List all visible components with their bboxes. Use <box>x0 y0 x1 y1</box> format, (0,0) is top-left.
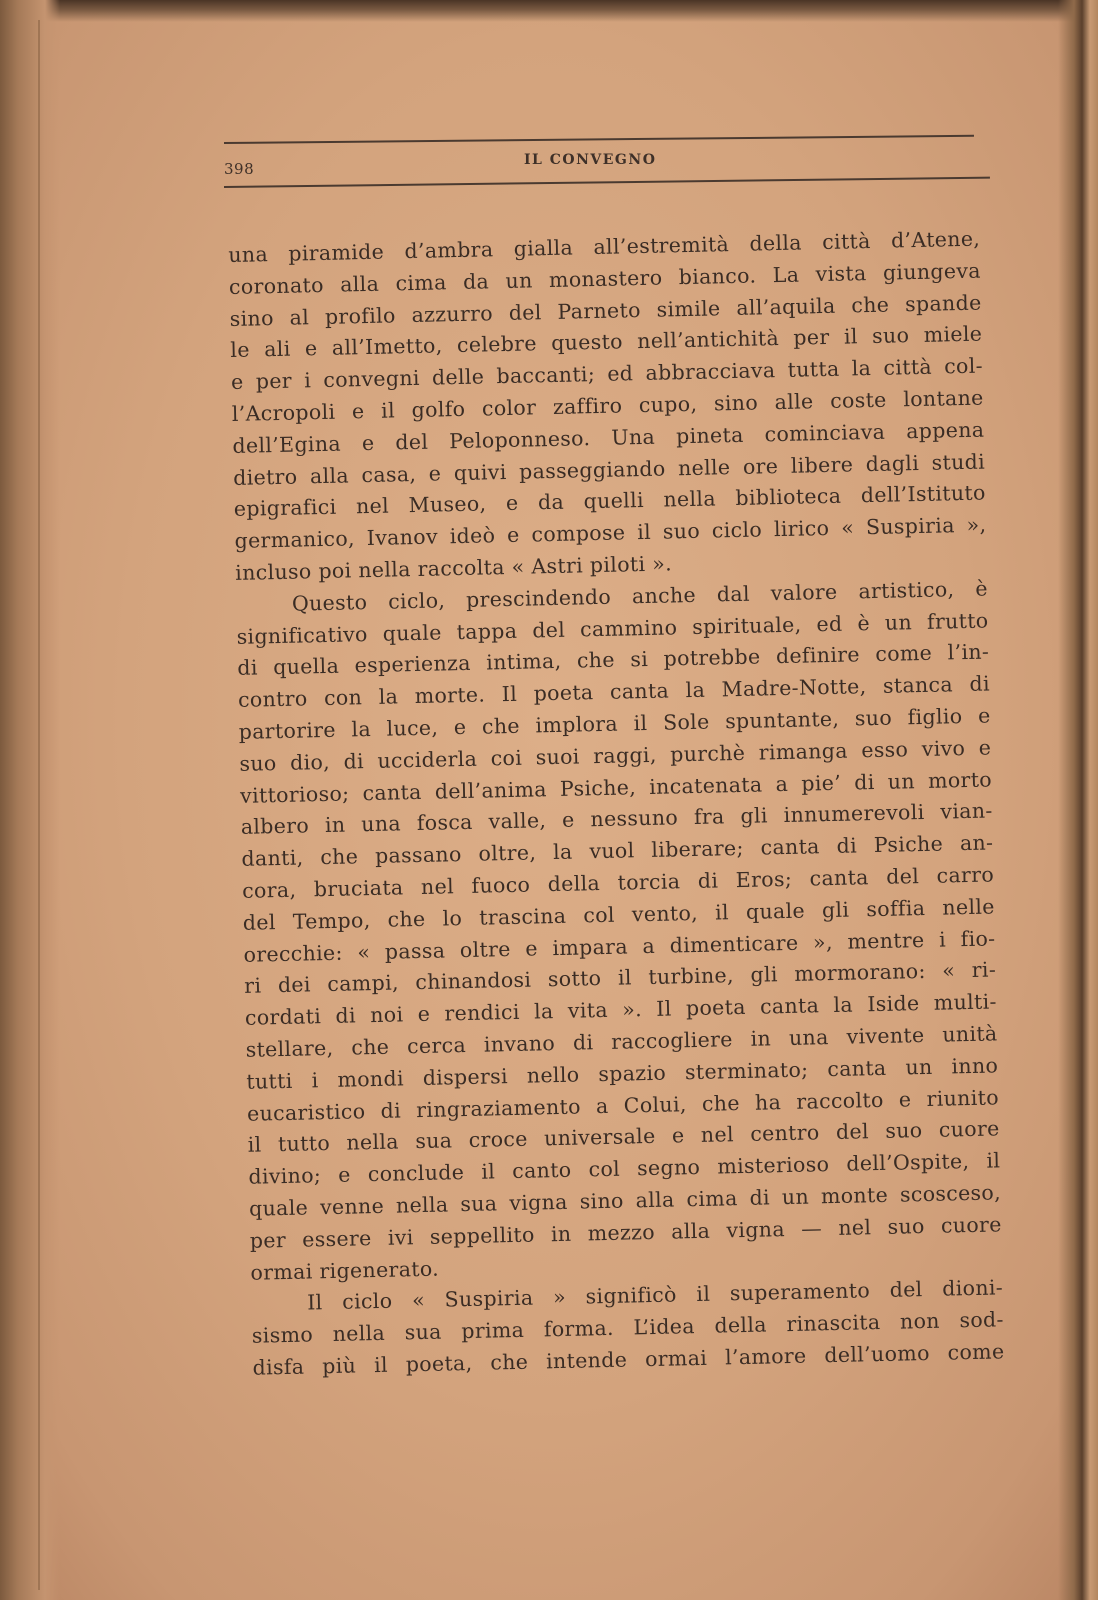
page-number: 398 <box>224 160 255 178</box>
paragraph-first-line: Questo ciclo, prescindendo anche dal valore artistico, è <box>291 576 989 616</box>
text-line: contro con la morte. Il poeta canta la Madre-Notte, stanca di <box>237 671 991 713</box>
text-line: quale venne nella sua vigna sino alla cima di un monte scosceso, <box>248 1180 1002 1221</box>
running-head: IL CONVEGNO <box>524 152 657 168</box>
text-line: divino; e conclude il canto col segno misterioso dell’Ospite, il <box>248 1148 1001 1189</box>
text-line: dietro alla casa, e quivi passeggiando nelle ore libere dagli studi <box>232 449 986 490</box>
text-line: albero in una fosca valle, e nessuno fra gli innumerevoli vian- <box>240 798 993 840</box>
header-rule-top <box>224 135 974 144</box>
header-rule-bottom <box>224 177 990 188</box>
text-line: germanico, Ivanov ideò e compose il suo ciclo lirico « Suspiria », <box>234 512 987 554</box>
text-line: coronato alla cima da un monastero bianco. La vista giungeva <box>228 258 982 299</box>
text-line: epigrafici nel Museo, e da quelli nella biblioteca dell’Istituto <box>233 480 986 522</box>
text-line: disfa più il poeta, che intende ormai l’amore dell’uomo come <box>252 1339 1005 1380</box>
gutter-crease <box>38 20 40 1590</box>
binding-gutter <box>0 0 60 1600</box>
text-line: per essere ivi seppellito in mezzo alla vigna — nel suo cuore <box>249 1212 1002 1253</box>
text-line: orecchie: « passa oltre e impara a dimenticare », mentre i fio- <box>243 925 996 967</box>
text-line: di quella esperienza intima, che si potrebbe definire come l’in- <box>237 639 990 681</box>
text-line: ormai rigenerato. <box>250 1256 440 1285</box>
text-line: vittorioso; canta dell’anima Psiche, incatenata a pie’ di un morto <box>239 767 993 808</box>
page-header <box>224 130 990 190</box>
text-line: dell’Egina e del Peloponneso. Una pineta cominciava appena <box>232 417 985 458</box>
text-line: partorire la luce, e che implora il Sole spuntante, suo figlio e <box>238 703 991 744</box>
text-line: sino al profilo azzurro del Parneto simile all’aquila che spande <box>229 290 982 331</box>
text-line: le ali e all’Imetto, celebre questo nell’antichità per il suo miele <box>230 321 983 363</box>
text-line: l’Acropoli e il golfo color zaffiro cupo, sino alle coste lontane <box>231 385 984 426</box>
text-line: cordati di noi e rendici la vita ». Il poeta canta la Iside multi- <box>244 989 998 1030</box>
text-line: danti, che passano oltre, la vuol liberare; canta di Psiche an- <box>241 830 994 871</box>
text-line: significativo quale tappa del cammino spirituale, ed è un frutto <box>236 608 989 649</box>
paragraph-first-line: Il ciclo « Suspiria » significò il superamento del dioni- <box>306 1275 1004 1315</box>
page-right-edge <box>1058 0 1098 1600</box>
text-line: sismo nella sua prima forma. L’idea della rinascita non sod- <box>251 1307 1004 1348</box>
text-line: e per i convegni delle baccanti; ed abbracciava tutta la città col- <box>230 353 984 395</box>
text-line: stellare, che cerca invano di raccogliere in una vivente unità <box>245 1021 998 1062</box>
text-line: suo dio, di ucciderla coi suoi raggi, purchè rimanga esso vivo e <box>239 735 992 776</box>
text-line: incluso poi nella raccolta « Astri piloti ». <box>235 551 673 585</box>
text-line: tutti i mondi dispersi nello spazio sterminato; canta un inno <box>246 1053 999 1094</box>
text-line: ri dei campi, chinandosi sotto il turbine, gli mormorano: « ri- <box>244 957 997 999</box>
text-line: del Tempo, che lo trascina col vento, il quale gli soffia nelle <box>242 894 995 935</box>
text-line: cora, bruciata nel fuoco della torcia di Eros; canta del carro <box>241 862 995 903</box>
page-top-edge <box>0 0 1098 22</box>
text-line: una piramide d’ambra gialla all’estremità della città d’Atene, <box>228 226 981 267</box>
body-text <box>228 224 1005 1385</box>
text-line: eucaristico di ringraziamento a Colui, che ha raccolto e riunito <box>246 1084 1000 1126</box>
text-line: il tutto nella sua croce universale e nel centro del suo cuore <box>247 1116 1000 1158</box>
